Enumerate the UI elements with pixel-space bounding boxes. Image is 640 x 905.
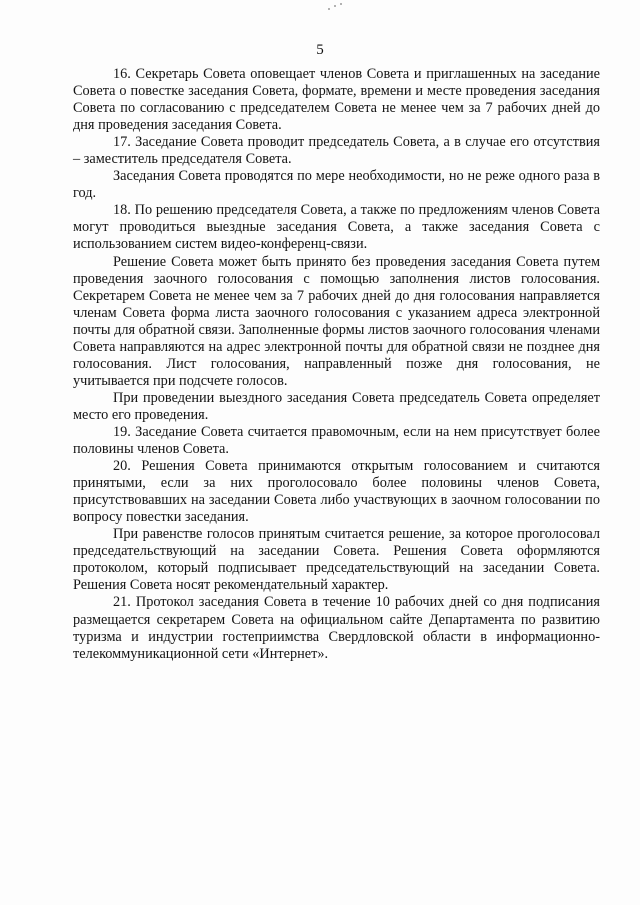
- paragraph-meeting-frequency: Заседания Совета проводятся по мере необходимости, но не реже одного раза в год.: [73, 168, 600, 202]
- paragraph-21: 21. Протокол заседания Совета в течение 10 рабочих дней со дня подписания размещается секретарем Совета на официальном сайте Департамента по развитию туризма и индустрии гостеприимства Свердловской области в информационно-телекоммуникационной сети «Интернет».: [73, 594, 600, 662]
- scan-speck: [328, 8, 330, 10]
- paragraph-18: 18. По решению председателя Совета, а также по предложениям членов Совета могут проводиться выездные заседания Совета, а также заседания Совета с использованием систем видео-конференц-связи.: [73, 202, 600, 253]
- page-number: 5: [316, 42, 324, 58]
- paragraph-tie-vote: При равенстве голосов принятым считается решение, за которое проголосовал председательствующий на заседании Совета. Решения Совета оформляются протоколом, который подписывает председательствующий на заседании Совета. Решения Совета носят рекомендательный характер.: [73, 526, 600, 594]
- paragraph-offsite-meeting: При проведении выездного заседания Совета председатель Совета определяет место его проведения.: [73, 389, 600, 423]
- paragraph-absentee-voting: Решение Совета может быть принято без проведения заседания Совета путем проведения заочного голосования с помощью заполнения листов голосования. Секретарем Совета не менее чем за 7 рабочих дней до дня голосования направляется членам Совета форма листа заочного голосования с указанием адреса электронной почты для обратной связи. Заполненные формы листов заочного голосования членами Совета направляются на адрес электронной почты для обратной связи не позднее дня голосования. Лист голосования, направленный позже дня голосования, не учитывается при подсчете голосов.: [73, 253, 600, 389]
- scan-speck: [340, 3, 342, 5]
- paragraph-16: 16. Секретарь Совета оповещает членов Совета и приглашенных на заседание Совета о повестке заседания Совета, формате, времени и месте проведения заседания Совета по согласованию с председателем Совета не менее чем за 7 рабочих дней до дня проведения заседания Совета.: [73, 66, 600, 134]
- paragraph-19: 19. Заседание Совета считается правомочным, если на нем присутствует более половины членов Совета.: [73, 423, 600, 458]
- scan-speck: [334, 5, 336, 7]
- paragraph-20: 20. Решения Совета принимаются открытым голосованием и считаются принятыми, если за них проголосовало более половины членов Совета, присутствовавших на заседании Совета либо участвующих в заочном голосовании по вопросу повестки заседания.: [73, 458, 600, 526]
- document-body: [73, 66, 600, 663]
- paragraph-17: 17. Заседание Совета проводит председатель Совета, а в случае его отсутствия – заместитель председателя Совета.: [73, 134, 600, 168]
